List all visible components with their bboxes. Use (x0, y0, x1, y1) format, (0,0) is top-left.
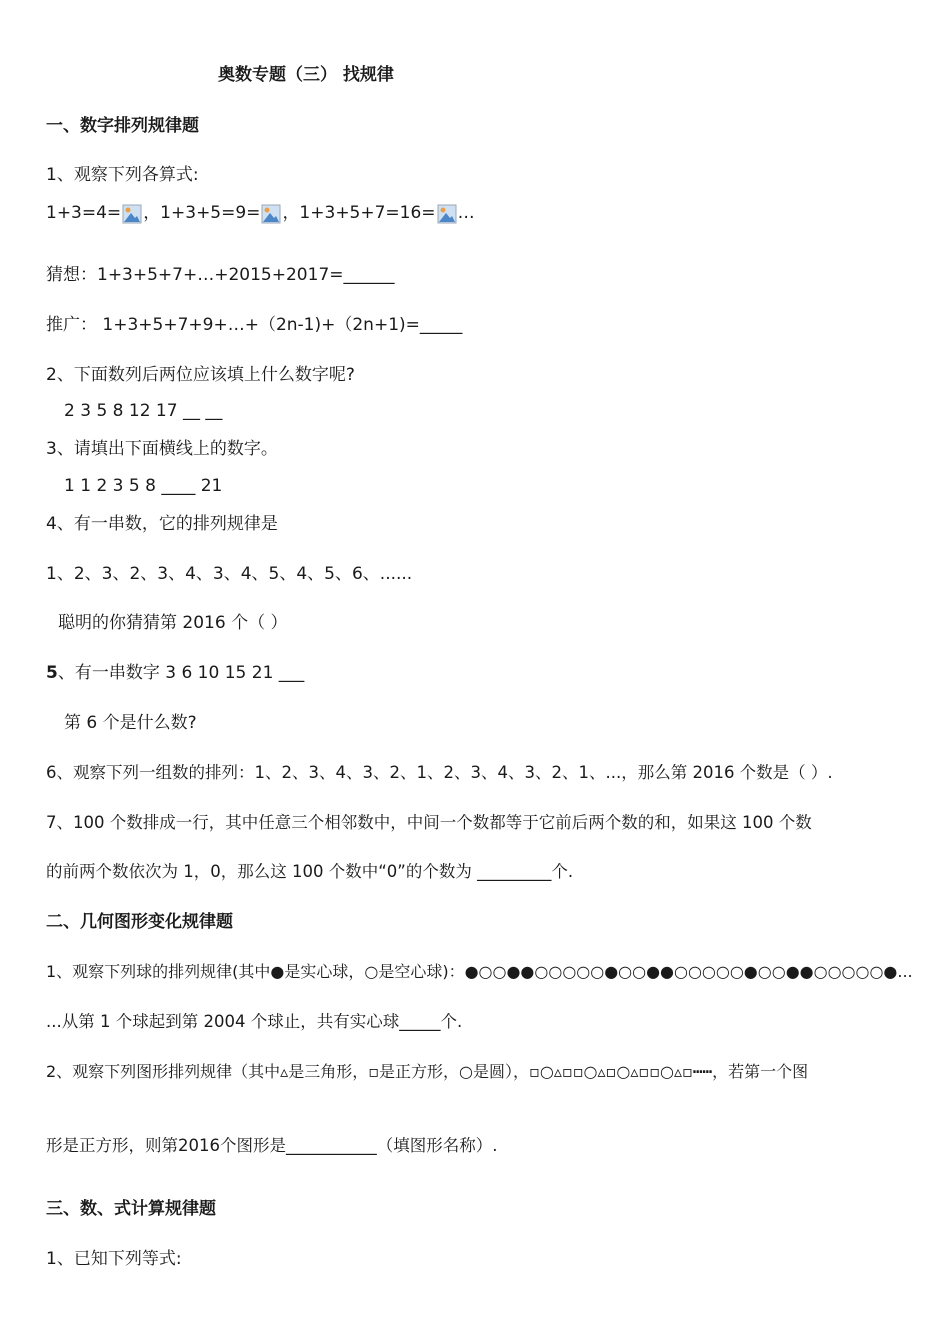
broken-image-icon (261, 204, 281, 224)
question-5-text: 、有一串数字 3 6 10 15 21 ___ (57, 663, 305, 683)
question-2-label: 2、下面数列后两位应该填上什么数字呢? (46, 365, 355, 385)
question-7-line-2: 的前两个数依次为 1，0，那么这 100 个数中“0”的个数为 _________个. (46, 862, 574, 881)
equation-1: 1+3=4= (46, 203, 122, 223)
question-4-sequence: 1、2、3、2、3、4、3、4、5、4、5、6、...... (46, 564, 413, 584)
equation-ellipsis: … (457, 203, 475, 223)
question-4-ask: 聪明的你猜猜第 2016 个（ ） (58, 613, 288, 633)
question-6: 6、观察下列一组数的排列：1、2、3、4、3、2、1、2、3、4、3、2、1、...，那么第 2016 个数是（ ）. (46, 763, 833, 782)
question-3-sequence: 1 1 2 3 5 8 ____ 21 (64, 476, 223, 496)
section-heading-calculation-patterns: 三、数、式计算规律题 (46, 1199, 216, 1219)
geometry-question-2-line-1: 2、观察下列图形排列规律（其中▵是三角形，▫是正方形，○是圆），▫○▵▫▫○▵▫○▵▫▫○▵▫┅┅，若第一个图 (46, 1062, 809, 1081)
broken-image-icon (122, 204, 142, 224)
page-title: 奥数专题（三） 找规律 (218, 65, 394, 85)
geometry-question-2-line-2: 形是正方形，则第2016个图形是___________（填图形名称）. (46, 1136, 498, 1155)
calculation-question-1-label: 1、已知下列等式: (46, 1249, 182, 1269)
section-heading-number-patterns: 一、数字排列规律题 (46, 116, 199, 136)
equation-3: ，1+3+5+7=16= (282, 203, 436, 223)
question-1-guess: 猜想：1+3+5+7+…+2015+2017=______ (46, 265, 395, 285)
question-1-equations (46, 201, 475, 225)
question-7-line-1: 7、100 个数排成一行，其中任意三个相邻数中，中间一个数都等于它前后两个数的和，如果这 100 个数 (46, 813, 812, 832)
question-5-ask: 第 6 个是什么数? (64, 713, 197, 733)
question-3-label: 3、请填出下面横线上的数字。 (46, 439, 278, 459)
broken-image-icon (437, 204, 457, 224)
question-1-label: 1、观察下列各算式: (46, 165, 199, 185)
geometry-question-1-line-2: ...从第 1 个球起到第 2004 个球止，共有实心球_____个. (46, 1012, 463, 1031)
question-5-label (46, 661, 304, 685)
geometry-question-1-line-1: 1、观察下列球的排列规律(其中●是实心球，○是空心球)：●○○●●○○○○○●○○●●○○○○○●○○●●○○○○○●... (46, 962, 913, 981)
question-2-sequence: 2 3 5 8 12 17 __ __ (64, 401, 223, 421)
question-1-general: 推广： 1+3+5+7+9+…+（2n-1)+（2n+1)=_____ (46, 315, 463, 335)
question-5-number: 5 (46, 663, 58, 683)
section-heading-geometric-patterns: 二、几何图形变化规律题 (46, 912, 233, 932)
equation-2: ，1+3+5=9= (143, 203, 261, 223)
question-4-label: 4、有一串数，它的排列规律是 (46, 514, 278, 534)
